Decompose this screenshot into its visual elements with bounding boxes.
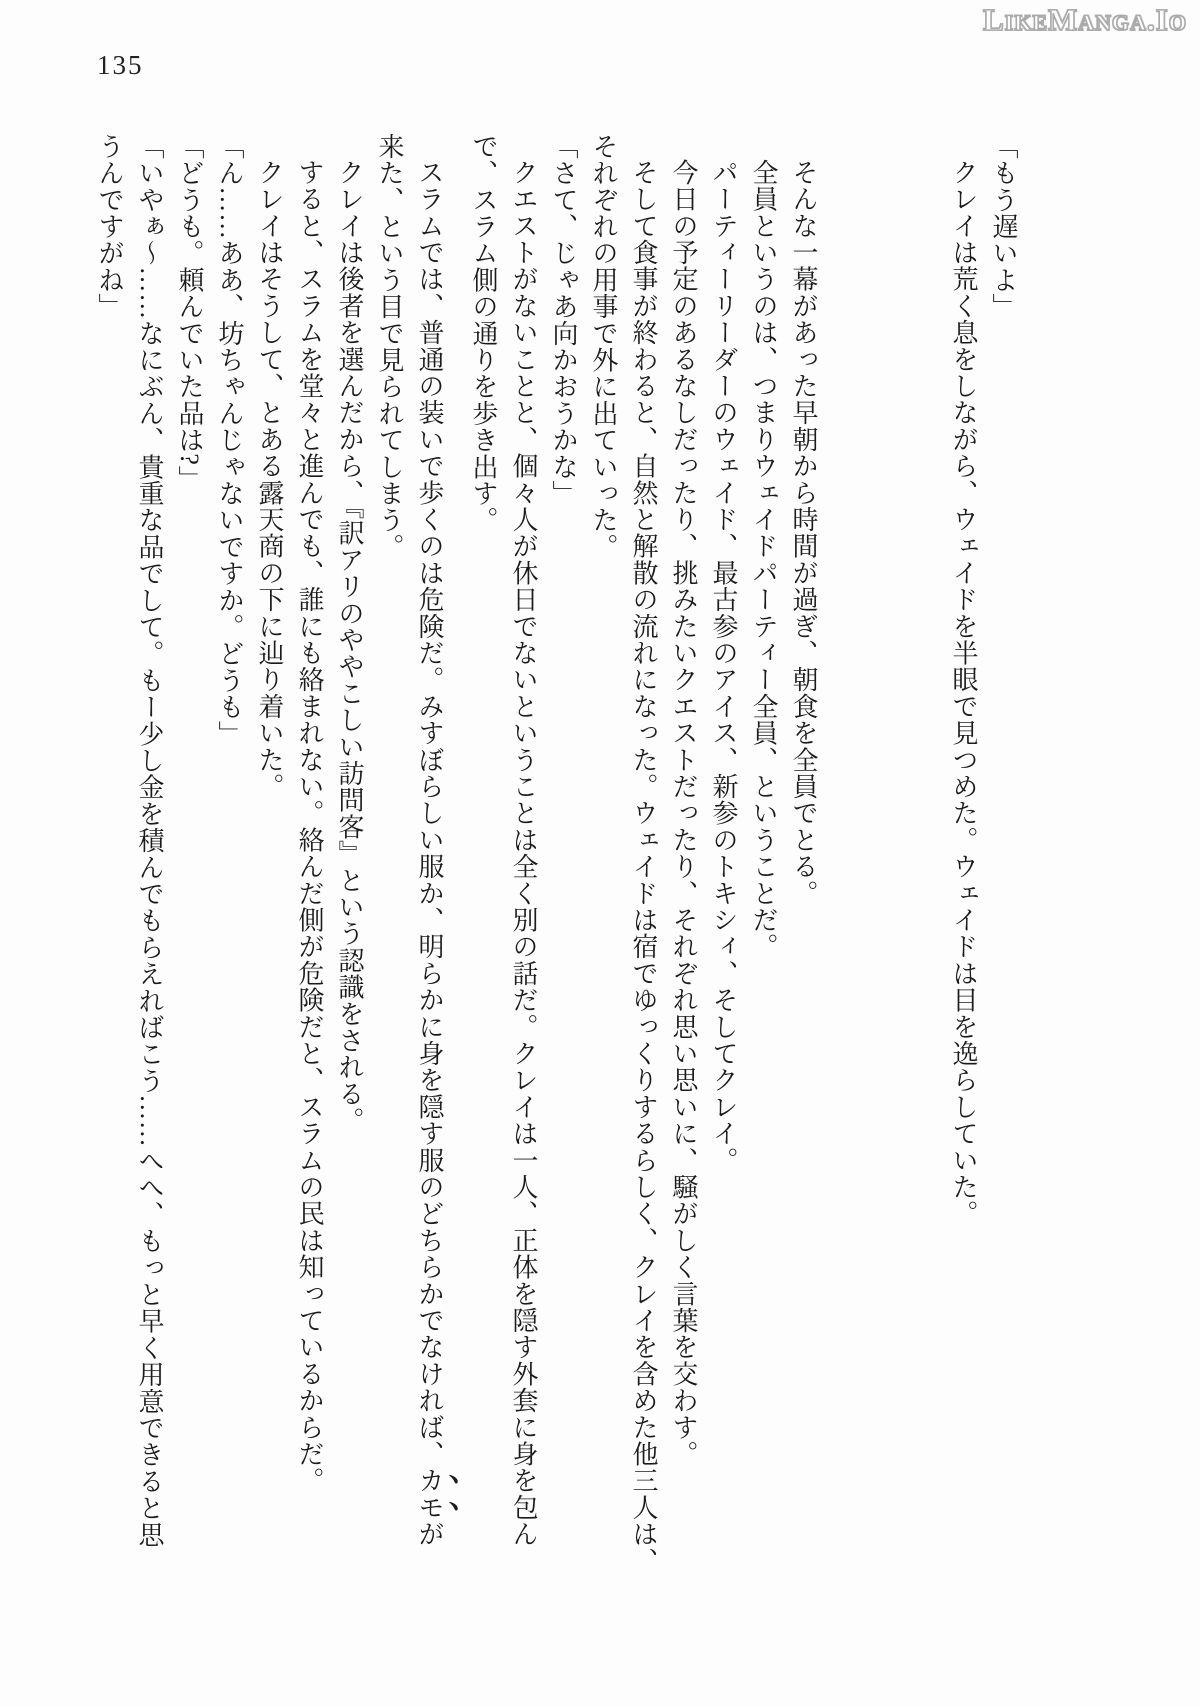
text-line: 「どうも。頼んでいた品は?」 bbox=[175, 133, 204, 493]
text-line: そんな一幕があった早朝から時間が過ぎ、朝食を全員でとる。 bbox=[789, 159, 818, 907]
emphasized-text: カモ bbox=[415, 1467, 444, 1521]
page-number: 135 bbox=[97, 50, 144, 80]
text-line: クレイは後者を選んだから、『訳アリのややこしい訪問客』という認識をされる。 bbox=[335, 159, 364, 1134]
watermark-logo: LikeManga.Io bbox=[983, 2, 1187, 37]
text-line: 来た、という目で見られてしまう。 bbox=[375, 133, 404, 561]
text-line: パーティーリーダーのウェイド、最古参のアイス、新参のトキシィ、そしてクレイ。 bbox=[709, 159, 738, 1174]
text-line: クレイはそうして、とある露天商の下に辿り着いた。 bbox=[255, 159, 284, 800]
text-line: 全員というのは、つまりウェイドパーティー全員、ということだ。 bbox=[749, 159, 778, 960]
text-line: それぞれの用事で外に出ていった。 bbox=[589, 133, 618, 561]
text-line: すると、スラムを堂々と進んでも、誰にも絡まれない。絡んだ側が危険だと、スラムの民は知っているからだ。 bbox=[295, 159, 324, 1494]
text-line: 「ん……ああ、坊ちゃんじゃないですか。どうも」 bbox=[215, 133, 244, 748]
text-line: クレイは荒く息をしながら、ウェイドを半眼で見つめた。ウェイドは目を逸らしていた。 bbox=[949, 159, 978, 1227]
text-line: 「もう遅いよ」 bbox=[989, 133, 1018, 320]
text-line: そして食事が終わると、自然と解散の流れになった。ウェイドは宿でゆっくりするらしく、クレイを含めた他三人は、 bbox=[629, 159, 658, 1575]
text-line: 「さて、じゃあ向かおうかな」 bbox=[549, 133, 578, 507]
text-line: 「いやぁ〜……なにぶん、貴重な品でして。もー少し金を積んでもらえればこう……へへ、もっと早く用意できると思 bbox=[135, 133, 164, 1549]
text-line: で、スラム側の通りを歩き出す。 bbox=[469, 133, 498, 534]
vertical-text-block bbox=[89, 133, 1023, 1578]
text-line: スラムでは、普通の装いで歩くのは危険だ。みすぼらしい服か、明らかに身を隠す服のどちらかでなければ、カモが bbox=[415, 159, 444, 1548]
text-line: クエストがないことと、個々人が休日でないということは全く別の話だ。クレイは一人、正体を隠す外套に身を包ん bbox=[509, 159, 538, 1548]
text-line: うんですがね」 bbox=[95, 133, 124, 320]
text-line: 今日の予定のあるなしだったり、挑みたいクエストだったり、それぞれ思い思いに、騒がしく言葉を交わす。 bbox=[669, 159, 698, 1468]
